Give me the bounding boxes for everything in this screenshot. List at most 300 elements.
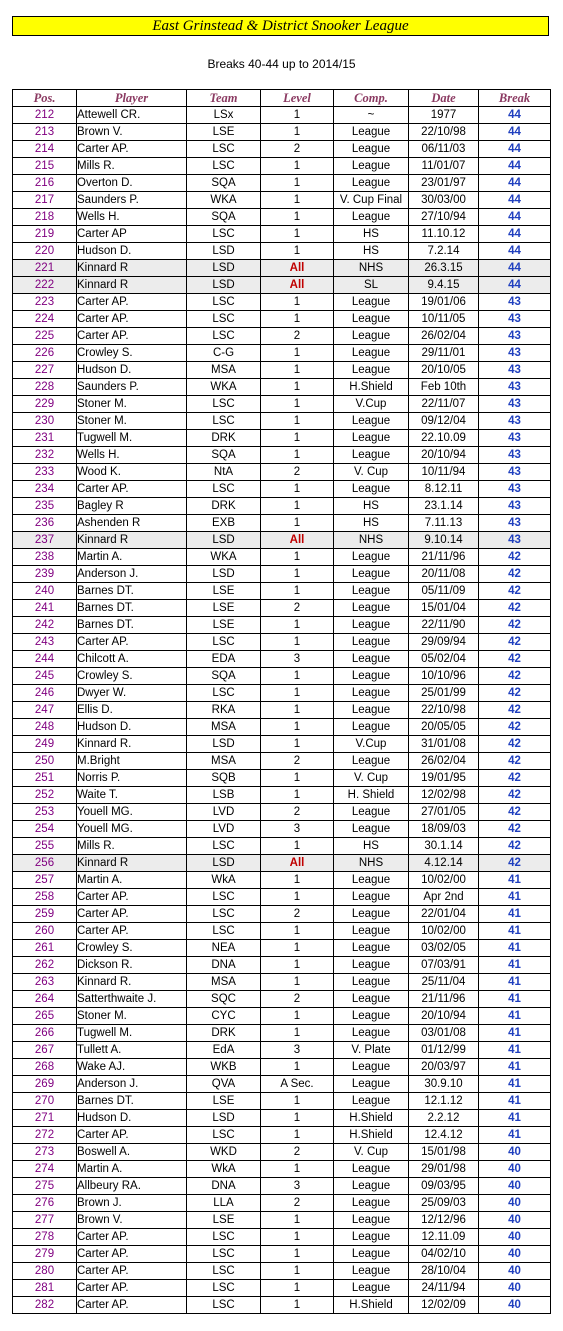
table-row — [13, 600, 551, 617]
date-cell: 22/01/04 — [409, 906, 479, 923]
table-row — [13, 209, 551, 226]
level-cell: 1 — [261, 566, 334, 583]
competition-cell: League — [334, 1280, 409, 1297]
level-cell: 1 — [261, 787, 334, 804]
player-cell: Allbeury RA. — [77, 1178, 187, 1195]
player-cell: Hudson D. — [77, 362, 187, 379]
table-row — [13, 328, 551, 345]
level-cell: 1 — [261, 1093, 334, 1110]
team-cell: LSD — [187, 532, 261, 549]
team-cell: MSA — [187, 719, 261, 736]
position-cell: 246 — [13, 685, 77, 702]
table-row — [13, 260, 551, 277]
level-cell: 1 — [261, 515, 334, 532]
break-cell: 41 — [479, 906, 551, 923]
date-cell: 20/03/97 — [409, 1059, 479, 1076]
position-cell: 248 — [13, 719, 77, 736]
column-header-comp: Comp. — [334, 90, 409, 107]
position-cell: 256 — [13, 855, 77, 872]
table-row — [13, 838, 551, 855]
team-cell: RKA — [187, 702, 261, 719]
position-cell: 243 — [13, 634, 77, 651]
table-body — [13, 107, 551, 1314]
table-row — [13, 872, 551, 889]
table-row — [13, 787, 551, 804]
level-cell: 3 — [261, 1042, 334, 1059]
competition-cell: League — [334, 1229, 409, 1246]
level-cell: 1 — [261, 345, 334, 362]
competition-cell: V.Cup — [334, 396, 409, 413]
date-cell: 19/01/95 — [409, 770, 479, 787]
position-cell: 254 — [13, 821, 77, 838]
break-cell: 44 — [479, 243, 551, 260]
competition-cell: League — [334, 940, 409, 957]
position-cell: 277 — [13, 1212, 77, 1229]
table-row — [13, 1059, 551, 1076]
table-row — [13, 498, 551, 515]
team-cell: C-G — [187, 345, 261, 362]
team-cell: SQB — [187, 770, 261, 787]
level-cell: 1 — [261, 770, 334, 787]
break-cell: 43 — [479, 362, 551, 379]
team-cell: WkA — [187, 872, 261, 889]
competition-cell: League — [334, 1212, 409, 1229]
table-row — [13, 294, 551, 311]
date-cell: Feb 10th — [409, 379, 479, 396]
position-cell: 216 — [13, 175, 77, 192]
team-cell: WKA — [187, 549, 261, 566]
position-cell: 225 — [13, 328, 77, 345]
table-row — [13, 464, 551, 481]
break-cell: 41 — [479, 1110, 551, 1127]
table-row — [13, 277, 551, 294]
break-cell: 42 — [479, 855, 551, 872]
competition-cell: H.Shield — [334, 1127, 409, 1144]
table-row — [13, 685, 551, 702]
break-cell: 40 — [479, 1195, 551, 1212]
position-cell: 267 — [13, 1042, 77, 1059]
team-cell: EXB — [187, 515, 261, 532]
team-cell: LSC — [187, 906, 261, 923]
position-cell: 261 — [13, 940, 77, 957]
position-cell: 236 — [13, 515, 77, 532]
break-cell: 42 — [479, 821, 551, 838]
competition-cell: League — [334, 1263, 409, 1280]
team-cell: QVA — [187, 1076, 261, 1093]
table-row — [13, 1212, 551, 1229]
competition-cell: V. Cup — [334, 1144, 409, 1161]
break-cell: 42 — [479, 668, 551, 685]
player-cell: Carter AP. — [77, 1127, 187, 1144]
level-cell: 2 — [261, 464, 334, 481]
level-cell: 1 — [261, 1263, 334, 1280]
level-cell: 1 — [261, 498, 334, 515]
player-cell: Kinnard R — [77, 277, 187, 294]
break-cell: 40 — [479, 1297, 551, 1314]
table-row — [13, 753, 551, 770]
break-cell: 43 — [479, 430, 551, 447]
level-cell: 1 — [261, 1212, 334, 1229]
position-cell: 226 — [13, 345, 77, 362]
competition-cell: NHS — [334, 260, 409, 277]
competition-cell: League — [334, 634, 409, 651]
level-cell: 2 — [261, 600, 334, 617]
player-cell: Carter AP — [77, 226, 187, 243]
table-row — [13, 1161, 551, 1178]
level-cell: 2 — [261, 804, 334, 821]
date-cell: 10/11/94 — [409, 464, 479, 481]
break-cell: 42 — [479, 770, 551, 787]
team-cell: LSC — [187, 1263, 261, 1280]
player-cell: Boswell A. — [77, 1144, 187, 1161]
table-row — [13, 651, 551, 668]
position-cell: 244 — [13, 651, 77, 668]
competition-cell: League — [334, 294, 409, 311]
table-row — [13, 1025, 551, 1042]
competition-cell: HS — [334, 226, 409, 243]
break-cell: 41 — [479, 1076, 551, 1093]
team-cell: LSC — [187, 1127, 261, 1144]
break-cell: 44 — [479, 107, 551, 124]
player-cell: Attewell CR. — [77, 107, 187, 124]
level-cell: 1 — [261, 175, 334, 192]
player-cell: Martin A. — [77, 872, 187, 889]
table-row — [13, 1297, 551, 1314]
date-cell: 07/03/91 — [409, 957, 479, 974]
date-cell: 12/12/96 — [409, 1212, 479, 1229]
break-cell: 43 — [479, 447, 551, 464]
break-cell: 41 — [479, 974, 551, 991]
competition-cell: H.Shield — [334, 379, 409, 396]
level-cell: 1 — [261, 1246, 334, 1263]
position-cell: 245 — [13, 668, 77, 685]
team-cell: SQA — [187, 447, 261, 464]
player-cell: Kinnard R — [77, 855, 187, 872]
position-cell: 265 — [13, 1008, 77, 1025]
position-cell: 251 — [13, 770, 77, 787]
team-cell: LSC — [187, 481, 261, 498]
position-cell: 227 — [13, 362, 77, 379]
table-row — [13, 1144, 551, 1161]
team-cell: LSC — [187, 294, 261, 311]
level-cell: 1 — [261, 1297, 334, 1314]
date-cell: 26/02/04 — [409, 753, 479, 770]
player-cell: Carter AP. — [77, 294, 187, 311]
date-cell: 20/10/94 — [409, 447, 479, 464]
team-cell: EdA — [187, 1042, 261, 1059]
team-cell: LSC — [187, 1229, 261, 1246]
team-cell: LSD — [187, 1110, 261, 1127]
break-cell: 42 — [479, 804, 551, 821]
table-row — [13, 226, 551, 243]
level-cell: 1 — [261, 872, 334, 889]
break-cell: 40 — [479, 1263, 551, 1280]
break-cell: 42 — [479, 617, 551, 634]
level-cell: 1 — [261, 362, 334, 379]
date-cell: 7.11.13 — [409, 515, 479, 532]
competition-cell: League — [334, 685, 409, 702]
competition-cell: League — [334, 566, 409, 583]
table-row — [13, 957, 551, 974]
player-cell: Barnes DT. — [77, 1093, 187, 1110]
date-cell: 25/11/04 — [409, 974, 479, 991]
position-cell: 275 — [13, 1178, 77, 1195]
date-cell: 20/05/05 — [409, 719, 479, 736]
level-cell: 1 — [261, 243, 334, 260]
player-cell: Carter AP. — [77, 311, 187, 328]
position-cell: 252 — [13, 787, 77, 804]
level-cell: 1 — [261, 447, 334, 464]
break-cell: 42 — [479, 651, 551, 668]
date-cell: 24/11/94 — [409, 1280, 479, 1297]
position-cell: 253 — [13, 804, 77, 821]
competition-cell: League — [334, 872, 409, 889]
date-cell: 23.1.14 — [409, 498, 479, 515]
date-cell: 09/12/04 — [409, 413, 479, 430]
date-cell: 03/02/05 — [409, 940, 479, 957]
level-cell: 3 — [261, 651, 334, 668]
table-row — [13, 974, 551, 991]
break-cell: 42 — [479, 736, 551, 753]
column-header-date: Date — [409, 90, 479, 107]
team-cell: LSC — [187, 1280, 261, 1297]
team-cell: SQA — [187, 175, 261, 192]
break-cell: 42 — [479, 634, 551, 651]
table-row — [13, 889, 551, 906]
table-row — [13, 362, 551, 379]
break-cell: 40 — [479, 1161, 551, 1178]
competition-cell: League — [334, 124, 409, 141]
position-cell: 214 — [13, 141, 77, 158]
competition-cell: League — [334, 821, 409, 838]
date-cell: 30/03/00 — [409, 192, 479, 209]
level-cell: 1 — [261, 736, 334, 753]
player-cell: Anderson J. — [77, 566, 187, 583]
player-cell: Barnes DT. — [77, 600, 187, 617]
break-cell: 44 — [479, 175, 551, 192]
level-cell: 1 — [261, 481, 334, 498]
position-cell: 234 — [13, 481, 77, 498]
table-row — [13, 1178, 551, 1195]
level-cell: 1 — [261, 974, 334, 991]
competition-cell: ~ — [334, 107, 409, 124]
date-cell: Apr 2nd — [409, 889, 479, 906]
table-row — [13, 175, 551, 192]
position-cell: 280 — [13, 1263, 77, 1280]
date-cell: 26.3.15 — [409, 260, 479, 277]
team-cell: LSC — [187, 838, 261, 855]
level-cell: 1 — [261, 685, 334, 702]
competition-cell: League — [334, 158, 409, 175]
date-cell: 12/02/09 — [409, 1297, 479, 1314]
break-cell: 41 — [479, 1093, 551, 1110]
break-cell: 42 — [479, 787, 551, 804]
team-cell: LSC — [187, 141, 261, 158]
date-cell: 30.1.14 — [409, 838, 479, 855]
competition-cell: League — [334, 1025, 409, 1042]
position-cell: 218 — [13, 209, 77, 226]
table-row — [13, 991, 551, 1008]
team-cell: LSE — [187, 124, 261, 141]
level-cell: 1 — [261, 702, 334, 719]
team-cell: LSC — [187, 923, 261, 940]
date-cell: 11/01/07 — [409, 158, 479, 175]
break-cell: 41 — [479, 957, 551, 974]
competition-cell: League — [334, 583, 409, 600]
level-cell: 1 — [261, 413, 334, 430]
competition-cell: League — [334, 141, 409, 158]
competition-cell: League — [334, 753, 409, 770]
team-cell: MSA — [187, 362, 261, 379]
break-cell: 41 — [479, 872, 551, 889]
player-cell: Carter AP. — [77, 906, 187, 923]
team-cell: LSC — [187, 634, 261, 651]
player-cell: Stoner M. — [77, 1008, 187, 1025]
competition-cell: League — [334, 430, 409, 447]
table-row — [13, 566, 551, 583]
table-row — [13, 1042, 551, 1059]
date-cell: 1977 — [409, 107, 479, 124]
competition-cell: V. Plate — [334, 1042, 409, 1059]
level-cell: 2 — [261, 991, 334, 1008]
break-cell: 41 — [479, 1059, 551, 1076]
level-cell: 1 — [261, 889, 334, 906]
position-cell: 224 — [13, 311, 77, 328]
player-cell: Martin A. — [77, 549, 187, 566]
break-cell: 43 — [479, 464, 551, 481]
team-cell: WkA — [187, 1161, 261, 1178]
position-cell: 279 — [13, 1246, 77, 1263]
break-cell: 43 — [479, 498, 551, 515]
date-cell: 26/02/04 — [409, 328, 479, 345]
break-cell: 42 — [479, 566, 551, 583]
position-cell: 278 — [13, 1229, 77, 1246]
team-cell: LSD — [187, 260, 261, 277]
break-cell: 41 — [479, 1127, 551, 1144]
date-cell: 05/11/09 — [409, 583, 479, 600]
date-cell: 18/09/03 — [409, 821, 479, 838]
column-header-pos: Pos. — [13, 90, 77, 107]
competition-cell: League — [334, 923, 409, 940]
level-cell: All — [261, 260, 334, 277]
break-cell: 43 — [479, 532, 551, 549]
level-cell: 2 — [261, 1195, 334, 1212]
player-cell: Kinnard R. — [77, 974, 187, 991]
player-cell: Mills R. — [77, 838, 187, 855]
player-cell: Carter AP. — [77, 1280, 187, 1297]
team-cell: EDA — [187, 651, 261, 668]
break-cell: 44 — [479, 209, 551, 226]
table-row — [13, 515, 551, 532]
team-cell: DRK — [187, 430, 261, 447]
position-cell: 264 — [13, 991, 77, 1008]
table-row — [13, 396, 551, 413]
team-cell: DNA — [187, 1178, 261, 1195]
player-cell: Saunders P. — [77, 192, 187, 209]
date-cell: 15/01/04 — [409, 600, 479, 617]
date-cell: 22/11/90 — [409, 617, 479, 634]
position-cell: 262 — [13, 957, 77, 974]
table-row — [13, 1093, 551, 1110]
player-cell: Youell MG. — [77, 821, 187, 838]
date-cell: 21/11/96 — [409, 549, 479, 566]
table-header-row — [13, 90, 551, 107]
team-cell: LSC — [187, 889, 261, 906]
table-row — [13, 192, 551, 209]
break-cell: 43 — [479, 328, 551, 345]
competition-cell: H.Shield — [334, 1110, 409, 1127]
table-row — [13, 141, 551, 158]
date-cell: 7.2.14 — [409, 243, 479, 260]
competition-cell: League — [334, 702, 409, 719]
break-cell: 44 — [479, 226, 551, 243]
position-cell: 222 — [13, 277, 77, 294]
competition-cell: League — [334, 617, 409, 634]
level-cell: 2 — [261, 906, 334, 923]
date-cell: 22.10.09 — [409, 430, 479, 447]
position-cell: 217 — [13, 192, 77, 209]
team-cell: LSC — [187, 396, 261, 413]
player-cell: Wells H. — [77, 209, 187, 226]
date-cell: 12.4.12 — [409, 1127, 479, 1144]
competition-cell: HS — [334, 515, 409, 532]
position-cell: 249 — [13, 736, 77, 753]
position-cell: 219 — [13, 226, 77, 243]
competition-cell: League — [334, 600, 409, 617]
player-cell: Carter AP. — [77, 889, 187, 906]
table-row — [13, 583, 551, 600]
level-cell: 1 — [261, 294, 334, 311]
date-cell: 21/11/96 — [409, 991, 479, 1008]
table-row — [13, 243, 551, 260]
position-cell: 230 — [13, 413, 77, 430]
date-cell: 30.9.10 — [409, 1076, 479, 1093]
break-cell: 40 — [479, 1280, 551, 1297]
team-cell: SQC — [187, 991, 261, 1008]
break-cell: 43 — [479, 311, 551, 328]
player-cell: Crowley S. — [77, 345, 187, 362]
team-cell: LSC — [187, 1246, 261, 1263]
date-cell: 25/01/99 — [409, 685, 479, 702]
table-row — [13, 1008, 551, 1025]
player-cell: Stoner M. — [77, 413, 187, 430]
date-cell: 12.11.09 — [409, 1229, 479, 1246]
position-cell: 274 — [13, 1161, 77, 1178]
player-cell: Youell MG. — [77, 804, 187, 821]
date-cell: 9.4.15 — [409, 277, 479, 294]
player-cell: M.Bright — [77, 753, 187, 770]
column-header-player: Player — [77, 90, 187, 107]
position-cell: 239 — [13, 566, 77, 583]
competition-cell: League — [334, 447, 409, 464]
level-cell: 1 — [261, 549, 334, 566]
competition-cell: League — [334, 1008, 409, 1025]
break-cell: 41 — [479, 1042, 551, 1059]
date-cell: 20/10/05 — [409, 362, 479, 379]
date-cell: 29/01/98 — [409, 1161, 479, 1178]
break-cell: 41 — [479, 940, 551, 957]
player-cell: Tullett A. — [77, 1042, 187, 1059]
table-row — [13, 413, 551, 430]
table-row — [13, 855, 551, 872]
position-cell: 229 — [13, 396, 77, 413]
break-cell: 43 — [479, 515, 551, 532]
player-cell: Waite T. — [77, 787, 187, 804]
date-cell: 04/02/10 — [409, 1246, 479, 1263]
break-cell: 42 — [479, 719, 551, 736]
player-cell: Overton D. — [77, 175, 187, 192]
level-cell: 1 — [261, 923, 334, 940]
